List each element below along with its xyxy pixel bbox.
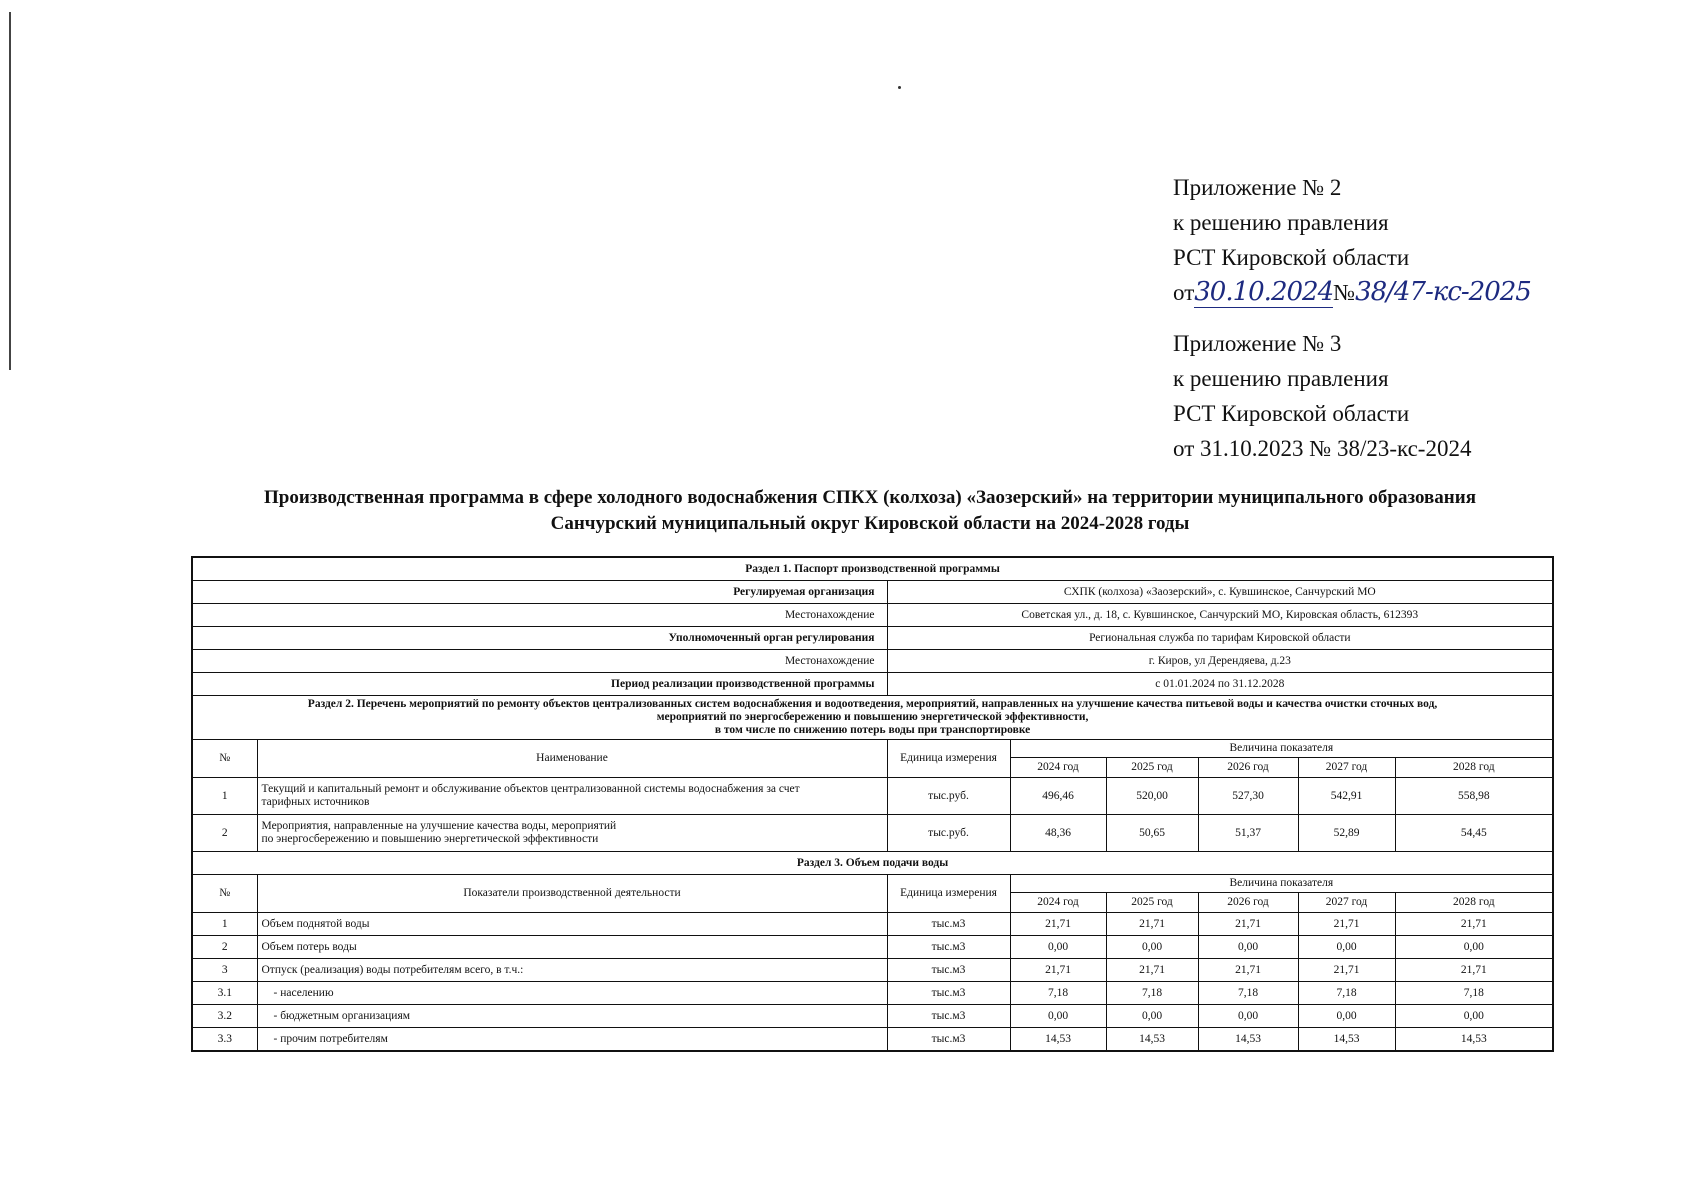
table-row <box>192 815 1553 852</box>
row-name: - прочим потребителям <box>257 1028 887 1052</box>
attachment-3-block <box>1173 326 1593 466</box>
section1-row <box>192 604 1553 627</box>
row-value: 0,00 <box>1298 936 1395 959</box>
attachment-2-prefix: от <box>1173 280 1195 305</box>
section1-row <box>192 627 1553 650</box>
row-value: 520,00 <box>1106 778 1198 815</box>
passport-value: Региональная служба по тарифам Кировской области <box>887 627 1553 650</box>
year-header: 2024 год <box>1010 893 1106 913</box>
attachment-2-decision: к решению правления <box>1173 210 1389 235</box>
row-value: 21,71 <box>1395 913 1553 936</box>
passport-label: Местонахождение <box>192 604 887 627</box>
row-value: 558,98 <box>1395 778 1553 815</box>
attachment-2-authority: РСТ Кировской области <box>1173 245 1410 270</box>
row-value: 7,18 <box>1010 982 1106 1005</box>
row-value: 496,46 <box>1010 778 1106 815</box>
attachment-3-title: Приложение № 3 <box>1173 331 1342 356</box>
section2-heading-line-2: мероприятий по энергосбережению и повышению энергетической эффективности, <box>656 711 1089 723</box>
row-no: 3 <box>192 959 257 982</box>
col-no-header: № <box>192 875 257 913</box>
row-value: 21,71 <box>1198 913 1298 936</box>
row-value: 14,53 <box>1395 1028 1553 1052</box>
row-value: 14,53 <box>1298 1028 1395 1052</box>
row-value: 0,00 <box>1198 1005 1298 1028</box>
table-row <box>192 913 1553 936</box>
col-no-header: № <box>192 740 257 778</box>
col-unit-header: Единица измерения <box>887 740 1010 778</box>
section2-header-row <box>192 740 1553 758</box>
row-value: 0,00 <box>1010 1005 1106 1028</box>
row-value: 7,18 <box>1395 982 1553 1005</box>
table-row <box>192 1005 1553 1028</box>
row-value: 527,30 <box>1198 778 1298 815</box>
row-unit: тыс.м3 <box>887 959 1010 982</box>
row-name-line-2: тарифных источников <box>261 796 370 808</box>
row-name: - бюджетным организациям <box>257 1005 887 1028</box>
scan-edge-line <box>9 12 11 370</box>
row-unit: тыс.м3 <box>887 1005 1010 1028</box>
attachment-2-title: Приложение № 2 <box>1173 175 1342 200</box>
row-value: 7,18 <box>1106 982 1198 1005</box>
attachment-2-handwritten-date: 30.10.2024 <box>1194 277 1334 307</box>
row-value: 52,89 <box>1298 815 1395 852</box>
section1-heading: Раздел 1. Паспорт производственной программы <box>192 557 1553 581</box>
row-unit: тыс.м3 <box>887 1028 1010 1052</box>
attachment-2-block <box>1173 170 1593 310</box>
row-value: 21,71 <box>1198 959 1298 982</box>
row-value: 542,91 <box>1298 778 1395 815</box>
section3-heading-row <box>192 852 1553 875</box>
row-value: 54,45 <box>1395 815 1553 852</box>
row-no: 3.2 <box>192 1005 257 1028</box>
section1-row <box>192 581 1553 604</box>
row-value: 21,71 <box>1010 913 1106 936</box>
passport-label: Местонахождение <box>192 650 887 673</box>
section2-heading <box>192 696 1553 740</box>
col-name-header: Наименование <box>257 740 887 778</box>
row-name-line-1: Мероприятия, направленные на улучшение качества воды, мероприятий <box>261 820 617 832</box>
row-name: Отпуск (реализация) воды потребителям всего, в т.ч.: <box>257 959 887 982</box>
passport-value: г. Киров, ул Дерендяева, д.23 <box>887 650 1553 673</box>
document-title <box>190 485 1550 537</box>
year-header: 2026 год <box>1198 893 1298 913</box>
year-header: 2028 год <box>1395 893 1553 913</box>
row-no: 3.1 <box>192 982 257 1005</box>
row-value: 0,00 <box>1298 1005 1395 1028</box>
section1-heading-row <box>192 557 1553 581</box>
row-no: 3.3 <box>192 1028 257 1052</box>
row-value: 21,71 <box>1395 959 1553 982</box>
passport-label: Уполномоченный орган регулирования <box>192 627 887 650</box>
section1-row <box>192 650 1553 673</box>
row-value: 14,53 <box>1010 1028 1106 1052</box>
row-name <box>257 815 887 852</box>
row-unit: тыс.м3 <box>887 982 1010 1005</box>
passport-label: Период реализации производственной программы <box>192 673 887 696</box>
row-value: 21,71 <box>1106 913 1198 936</box>
row-value: 7,18 <box>1298 982 1395 1005</box>
col-value-header: Величина показателя <box>1010 740 1553 758</box>
attachment-2-number-sign: № <box>1333 280 1356 305</box>
attachment-3-authority: РСТ Кировской области <box>1173 401 1410 426</box>
year-header: 2024 год <box>1010 758 1106 778</box>
row-no: 2 <box>192 815 257 852</box>
table-row <box>192 982 1553 1005</box>
col-name-header: Показатели производственной деятельности <box>257 875 887 913</box>
attachment-2-handwritten-number: 38/47-кс-2025 <box>1355 277 1531 307</box>
col-unit-header: Единица измерения <box>887 875 1010 913</box>
row-value: 48,36 <box>1010 815 1106 852</box>
row-unit: тыс.руб. <box>887 778 1010 815</box>
row-name: Объем потерь воды <box>257 936 887 959</box>
document-title-line-1: Производственная программа в сфере холодного водоснабжения СПКХ (колхоза) «Заозерский» на территории муниципального образования <box>264 487 1476 508</box>
row-no: 1 <box>192 913 257 936</box>
row-value: 14,53 <box>1198 1028 1298 1052</box>
attachment-3-decision: к решению правления <box>1173 366 1389 391</box>
row-name: Объем поднятой воды <box>257 913 887 936</box>
year-header: 2027 год <box>1298 893 1395 913</box>
row-value: 0,00 <box>1395 936 1553 959</box>
section2-heading-line-3: в том числе по снижению потерь воды при транспортировке <box>714 724 1031 736</box>
section1-row <box>192 673 1553 696</box>
row-value: 0,00 <box>1010 936 1106 959</box>
passport-value: Советская ул., д. 18, с. Кувшинское, Санчурский МО, Кировская область, 612393 <box>887 604 1553 627</box>
row-value: 21,71 <box>1010 959 1106 982</box>
section3-header-row <box>192 875 1553 893</box>
passport-value: СХПК (колхоза) «Заозерский», с. Кувшинское, Санчурский МО <box>887 581 1553 604</box>
year-header: 2027 год <box>1298 758 1395 778</box>
year-header: 2028 год <box>1395 758 1553 778</box>
year-header: 2026 год <box>1198 758 1298 778</box>
row-value: 51,37 <box>1198 815 1298 852</box>
year-header: 2025 год <box>1106 893 1198 913</box>
row-name-line-2: по энергосбережению и повышению энергетической эффективности <box>261 833 599 845</box>
row-value: 0,00 <box>1395 1005 1553 1028</box>
table-row <box>192 1028 1553 1052</box>
col-value-header: Величина показателя <box>1010 875 1553 893</box>
row-value: 21,71 <box>1298 913 1395 936</box>
table-row <box>192 778 1553 815</box>
attachment-2-date-line <box>1173 275 1593 310</box>
production-program-table <box>191 556 1554 1052</box>
row-unit: тыс.м3 <box>887 913 1010 936</box>
row-value: 0,00 <box>1198 936 1298 959</box>
attachment-3-date-line: от 31.10.2023 № 38/23-кс-2024 <box>1173 436 1472 461</box>
row-value: 7,18 <box>1198 982 1298 1005</box>
section3-heading: Раздел 3. Объем подачи воды <box>192 852 1553 875</box>
row-name-line-1: Текущий и капитальный ремонт и обслуживание объектов централизованной системы водоснабжения за счет <box>261 783 800 795</box>
passport-value: с 01.01.2024 по 31.12.2028 <box>887 673 1553 696</box>
row-value: 50,65 <box>1106 815 1198 852</box>
row-value: 14,53 <box>1106 1028 1198 1052</box>
passport-label: Регулируемая организация <box>192 581 887 604</box>
year-header: 2025 год <box>1106 758 1198 778</box>
row-no: 1 <box>192 778 257 815</box>
row-name <box>257 778 887 815</box>
document-title-line-2: Санчурский муниципальный округ Кировской области на 2024-2028 годы <box>550 513 1190 534</box>
section2-heading-line-1: Раздел 2. Перечень мероприятий по ремонту объектов централизованных систем водоснабжения и водоотведения, мероприятий, направленных на улучшение качества питьевой воды и качества очистки сточных вод, <box>307 698 1438 710</box>
section2-heading-row <box>192 696 1553 740</box>
row-value: 0,00 <box>1106 936 1198 959</box>
row-value: 21,71 <box>1106 959 1198 982</box>
row-value: 0,00 <box>1106 1005 1198 1028</box>
table-row <box>192 959 1553 982</box>
row-no: 2 <box>192 936 257 959</box>
scan-dot <box>898 86 901 89</box>
table-row <box>192 936 1553 959</box>
row-unit: тыс.руб. <box>887 815 1010 852</box>
row-name: - населению <box>257 982 887 1005</box>
row-value: 21,71 <box>1298 959 1395 982</box>
row-unit: тыс.м3 <box>887 936 1010 959</box>
